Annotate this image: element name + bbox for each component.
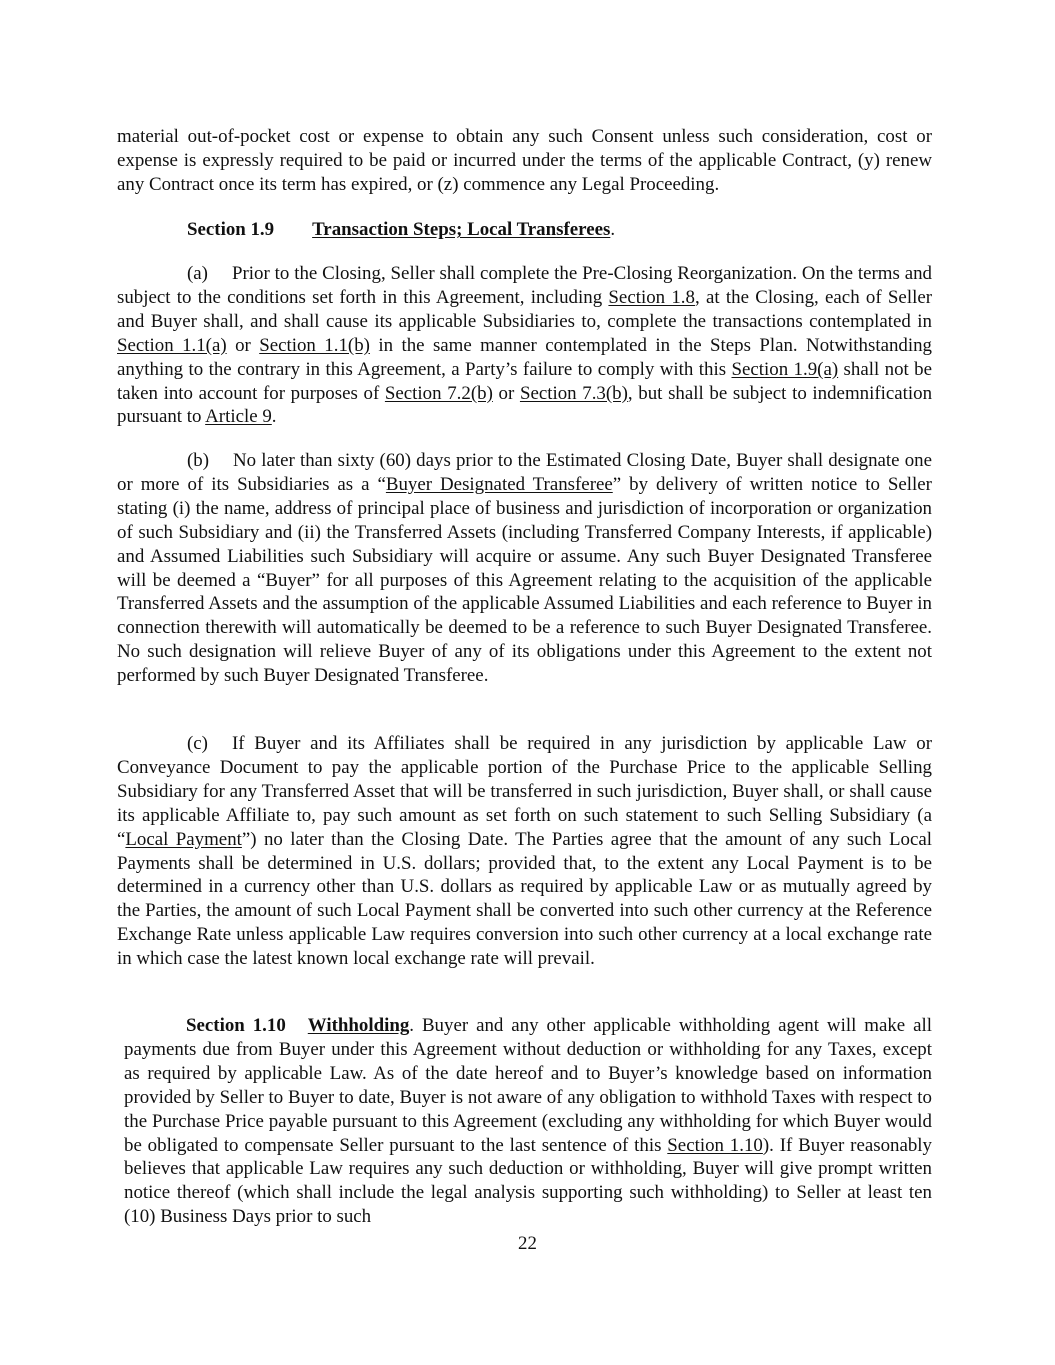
heading-period: . bbox=[610, 219, 616, 240]
paragraph-text: material out-of-pocket cost or expense to obtain any such Consent unless such consideration, cost or expense is expressly required to be paid or incurred under the terms of the applicable Contract, (y) renew any Contract once its term has expired, or (z) commence any Legal Proceeding. bbox=[117, 126, 932, 195]
cross-reference-link[interactable]: Section 1.8 bbox=[608, 286, 695, 308]
section-1-9-heading bbox=[117, 218, 932, 242]
paragraph-text: shall not be taken into account for purposes of bbox=[117, 358, 933, 404]
paragraph-text: . Buyer and any other applicable withholding agent will make all payments due from Buyer under this Agreement without deduction or withholding for any Taxes, except as required by applicable Law. As of the date hereof and to Buyer’s knowledge based on information provided by Seller to Buyer to date, Buyer is not aware of any obligation to withhold Taxes with respect to the Purchase Price payable pursuant to this Agreement (excluding any withholding for which Buyer would be obligated to compensate Seller pursuant to the last sentence of this bbox=[124, 1015, 932, 1156]
cross-reference-link[interactable]: Section 1.1(b) bbox=[259, 334, 370, 356]
section-number: Section 1.9 bbox=[187, 219, 275, 240]
subsection-c bbox=[117, 732, 932, 971]
cross-reference-link[interactable]: Article 9 bbox=[205, 406, 272, 428]
paragraph-text: , but shall be subject to indemnification pursuant to bbox=[117, 382, 933, 428]
cross-reference-link[interactable]: Section 1.9(a) bbox=[731, 358, 839, 380]
subsection-label: (a) bbox=[187, 263, 208, 284]
subsection-label: (c) bbox=[187, 733, 208, 754]
paragraph-text: ). If Buyer reasonably believes that applicable Law requires any such deduction or withholding, Buyer will give prompt written notice thereof (which shall include the legal analysis supporting such withholding) to Seller at least ten (10) Business Days prior to such bbox=[124, 1134, 932, 1228]
paragraph-text: ” by delivery of written notice to Seller stating (i) the name, address of principal place of business and jurisdiction of incorporation or organization of such Subsidiary and (ii) the Transferred Assets (including Transferred Company Interests, if applicable) and Assumed Liabilities such Subsidiary will acquire or assume. Any such Buyer Designated Transferee will be deemed a “Buyer” for all purposes of this Agreement relating to the acquisition of the applicable Transferred Assets and the assumption of the applicable Assumed Liabilities and each reference to Buyer in connection therewith will automatically be deemed to be a reference to such Buyer Designated Transferee. No such designation will relieve Buyer of any of its obligations under this Agreement to the extent not performed by such Buyer Designated Transferee. bbox=[117, 473, 932, 687]
cross-reference-link[interactable]: Section 1.10 bbox=[667, 1134, 763, 1156]
subsection-a bbox=[117, 262, 932, 429]
paragraph-text: ”) no later than the Closing Date. The Parties agree that the amount of any such Local Payments shall be determined in U.S. dollars; provided that, to the extent any Local Payment is to be determined in a currency other than U.S. dollars as required by applicable Law or as mutually agreed by the Parties, the amount of such Local Payment shall be converted into such other currency at the Reference Exchange Rate unless applicable Law requires conversion into such other currency at a local exchange rate in which case the latest known local exchange rate will prevail. bbox=[117, 828, 932, 970]
paragraph-text: If Buyer and its Affiliates shall be required in any jurisdiction by applicable Law or Conveyance Document to pay the applicable portion of the Purchase Price to the applicable Selling Subsidiary for any Transferred Asset that will be transferred in such jurisdiction, Buyer shall, or shall cause its applicable Affiliate to, pay such amount as set forth on such statement to such Selling Subsidiary (a “ bbox=[117, 733, 932, 850]
paragraph-text: or bbox=[226, 334, 260, 356]
paragraph-text: . bbox=[271, 406, 277, 428]
cross-reference-link[interactable]: Section 7.2(b) bbox=[384, 382, 493, 404]
paragraph-text: Prior to the Closing, Seller shall complete the Pre-Closing Reorganization. On the terms and subject to the conditions set forth in this Agreement, including bbox=[117, 263, 932, 308]
defined-term: Buyer Designated Transferee bbox=[385, 473, 613, 495]
section-title: Transaction Steps; Local Transferees bbox=[312, 219, 611, 240]
section-title: Withholding bbox=[307, 1015, 410, 1036]
defined-term: Local Payment bbox=[125, 828, 242, 850]
cross-reference-link[interactable]: Section 7.3(b) bbox=[519, 382, 628, 404]
continuation-paragraph bbox=[117, 125, 932, 197]
subsection-label: (b) bbox=[187, 450, 210, 471]
page-number: 22 bbox=[518, 1233, 537, 1254]
paragraph-text: in the same manner contemplated in the Steps Plan. Notwithstanding anything to the contrary in this Agreement, a Party’s failure to comply with this bbox=[117, 334, 932, 380]
subsection-b bbox=[117, 449, 932, 688]
section-1-10 bbox=[124, 1014, 932, 1229]
section-number: Section 1.10 bbox=[186, 1015, 286, 1036]
paragraph-text: , at the Closing, each of Seller and Buyer shall, and shall cause its applicable Subsidiaries to, complete the transactions contemplated in bbox=[117, 286, 932, 332]
paragraph-text: No later than sixty (60) days prior to the Estimated Closing Date, Buyer shall designate one or more of its Subsidiaries as a “ bbox=[117, 450, 932, 495]
cross-reference-link[interactable]: Section 1.1(a) bbox=[117, 334, 227, 356]
paragraph-text: or bbox=[492, 382, 520, 404]
